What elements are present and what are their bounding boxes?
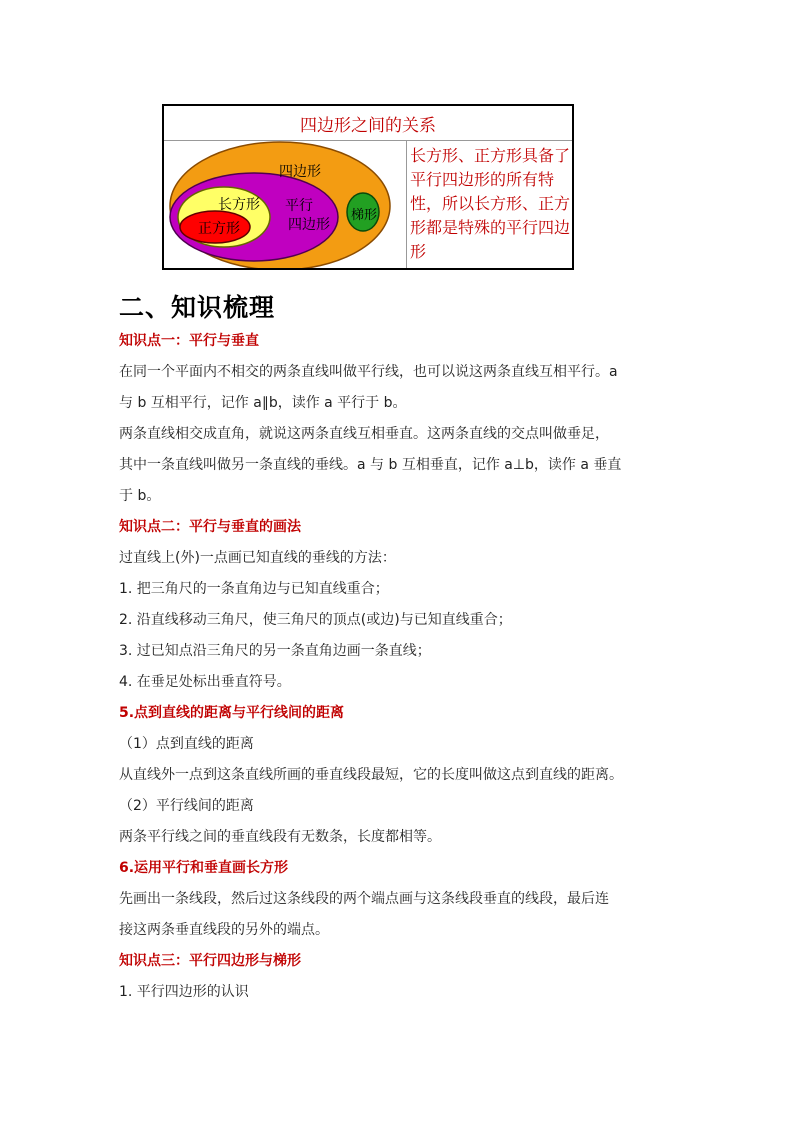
knowledge-heading: 知识点一：平行与垂直 bbox=[119, 333, 259, 349]
knowledge-heading: 6.运用平行和垂直画长方形 bbox=[119, 860, 289, 876]
label-square: 正方形 bbox=[198, 221, 240, 237]
text-line: （1）点到直线的距离 bbox=[119, 736, 254, 752]
venn-diagram bbox=[164, 140, 406, 268]
text-line: 先画出一条线段，然后过这条线段的两个端点画与这条线段垂直的线段，最后连 bbox=[119, 891, 609, 907]
label-quadrilateral: 四边形 bbox=[279, 164, 321, 180]
quadrilateral-relation-box bbox=[162, 104, 574, 270]
relation-title: 四边形之间的关系 bbox=[164, 106, 572, 141]
text-line: 接这两条垂直线段的另外的端点。 bbox=[119, 922, 329, 938]
text-line: 其中一条直线叫做另一条直线的垂线。a 与 b 互相垂直，记作 a⊥b，读作 a 垂直 bbox=[119, 457, 622, 473]
label-rectangle: 长方形 bbox=[218, 197, 260, 213]
label-parallelogram-1: 平行 bbox=[285, 198, 313, 214]
text-line: 过直线上(外)一点画已知直线的垂线的方法： bbox=[119, 550, 396, 566]
text-line: 2. 沿直线移动三角尺，使三角尺的顶点(或边)与已知直线重合； bbox=[119, 612, 512, 628]
text-line: （2）平行线间的距离 bbox=[119, 798, 254, 814]
section-title: 二、知识梳理 bbox=[119, 293, 276, 322]
text-line: 两条平行线之间的垂直线段有无数条，长度都相等。 bbox=[119, 829, 441, 845]
text-line: 1. 平行四边形的认识 bbox=[119, 984, 249, 1000]
text-line: 与 b 互相平行，记作 a∥b，读作 a 平行于 b。 bbox=[119, 395, 407, 411]
relation-diagram bbox=[164, 140, 407, 268]
relation-description: 长方形、正方形具备了平行四边形的所有特性，所以长方形、正方形都是特殊的平行四边形 bbox=[410, 146, 571, 261]
label-parallelogram-2: 四边形 bbox=[288, 217, 330, 233]
knowledge-heading: 知识点三：平行四边形与梯形 bbox=[119, 953, 301, 969]
text-line: 3. 过已知点沿三角尺的另一条直角边画一条直线； bbox=[119, 643, 431, 659]
text-line: 在同一个平面内不相交的两条直线叫做平行线，也可以说这两条直线互相平行。a bbox=[119, 364, 618, 380]
label-trapezoid: 梯形 bbox=[350, 208, 378, 223]
text-line: 两条直线相交成直角，就说这两条直线互相垂直。这两条直线的交点叫做垂足， bbox=[119, 426, 609, 442]
text-line: 于 b。 bbox=[119, 488, 161, 504]
text-line: 4. 在垂足处标出垂直符号。 bbox=[119, 674, 291, 690]
text-line: 从直线外一点到这条直线所画的垂直线段最短，它的长度叫做这点到直线的距离。 bbox=[119, 767, 623, 783]
knowledge-heading: 知识点二：平行与垂直的画法 bbox=[119, 519, 301, 535]
text-line: 1. 把三角尺的一条直角边与已知直线重合； bbox=[119, 581, 389, 597]
knowledge-heading: 5.点到直线的距离与平行线间的距离 bbox=[119, 705, 345, 721]
